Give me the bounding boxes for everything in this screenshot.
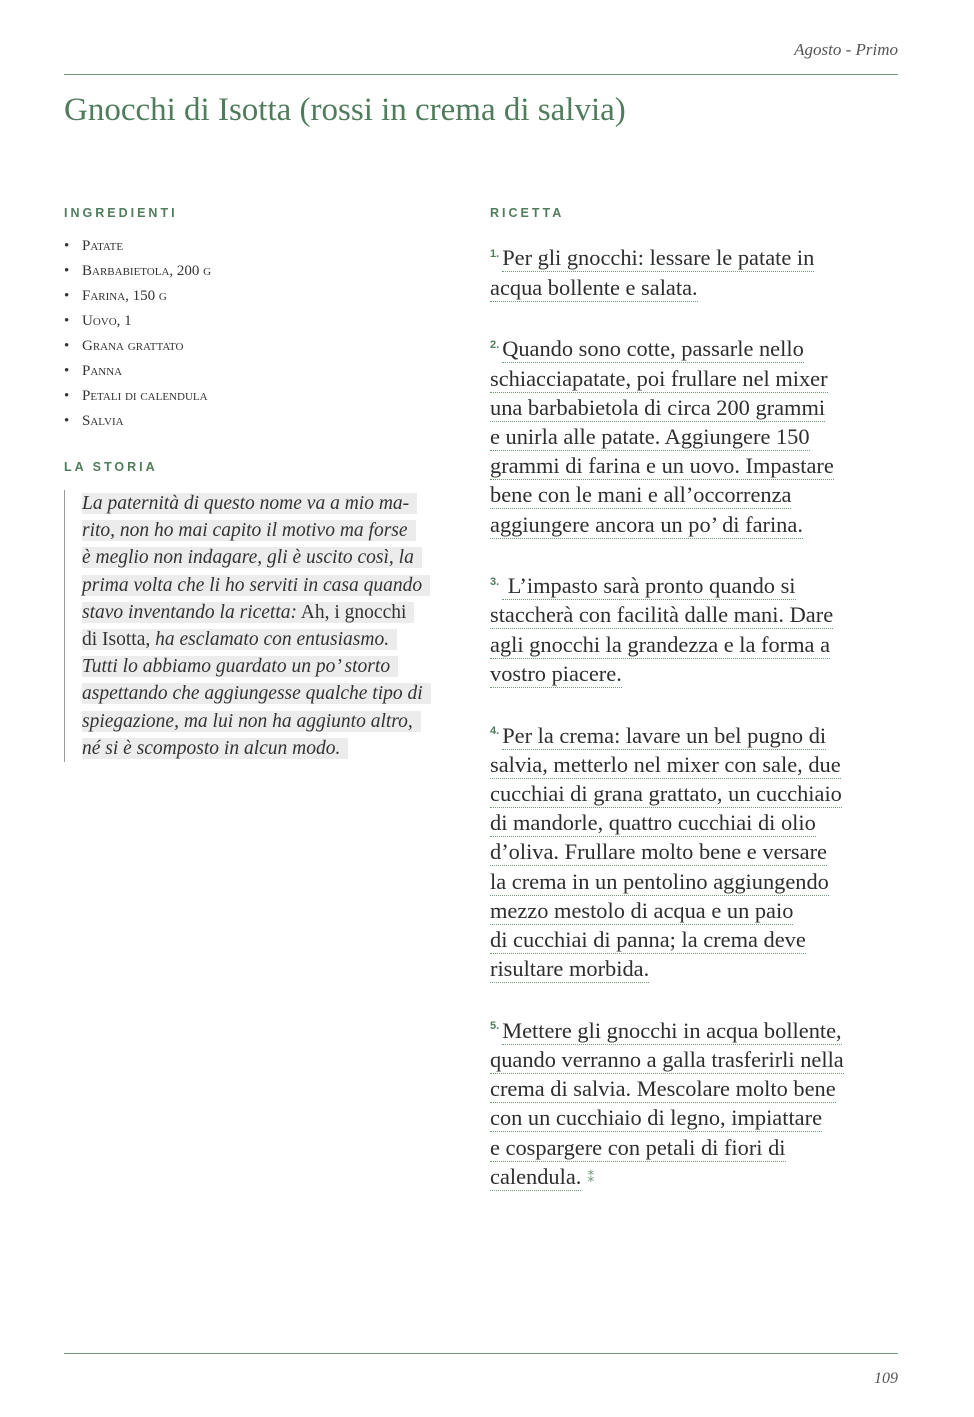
step-line: con un cucchiaio di legno, impiattare	[490, 1105, 823, 1131]
story-line: aspettando che aggiungesse qualche tipo di	[82, 683, 423, 705]
step-line: mezzo mestolo di acqua e un paio	[490, 897, 794, 923]
end-ornament-icon: ⁑	[587, 1171, 595, 1187]
step-line: d’oliva. Frullare molto bene e versare	[490, 839, 827, 865]
step-line: Per gli gnocchi: lessare le patate in	[502, 245, 815, 271]
recipe-step	[490, 717, 900, 983]
step-line: aggiungere ancora un po’ di farina.	[490, 511, 803, 537]
story-quote: Ah, i gnocchi	[297, 601, 407, 623]
step-line: di mandorle, quattro cucchiai di olio	[490, 810, 816, 836]
step-number: 2.	[490, 338, 500, 351]
story-line: è meglio non indagare, gli è uscito così, la	[82, 547, 414, 569]
step-line: schiacciapatate, poi frullare nel mixer	[490, 365, 828, 391]
step-line: grammi di farina e un uovo. Impastare	[490, 453, 834, 479]
story-quote: di Isotta,	[82, 629, 151, 651]
footer-rule	[64, 1353, 898, 1354]
step-number: 1.	[490, 248, 500, 260]
step-line: L’impasto sarà pronto quando si	[502, 573, 796, 599]
step-line: acqua bollente e salata.	[490, 274, 698, 300]
ingredient-item: • Panna	[64, 359, 459, 384]
story-line: prima volta che li ho serviti in casa quando	[82, 574, 423, 596]
ingredient-item: • Patate	[64, 234, 459, 259]
ingredient-item: • Barbabietola, 200 g	[64, 259, 459, 284]
left-column	[64, 206, 459, 762]
page-number: 109	[874, 1370, 898, 1387]
ingredient-item: • Petali di calendula	[64, 384, 459, 409]
step-number: 5.	[490, 1020, 500, 1033]
step-line: e unirla alle patate. Aggiungere 150	[490, 423, 810, 449]
story-line: spiegazione, ma lui non ha aggiunto altro,	[82, 710, 413, 732]
step-line: calendula.	[490, 1163, 582, 1189]
recipe-step	[490, 1012, 900, 1193]
step-line: Quando sono cotte, passarle nello	[502, 336, 804, 362]
step-line: crema di salvia. Mescolare molto bene	[490, 1076, 836, 1102]
story-line: La paternità di questo nome va a mio ma-	[82, 493, 410, 514]
step-line: di cucchiai di panna; la crema deve	[490, 926, 806, 952]
step-number: 4.	[490, 725, 500, 738]
story-line: stavo inventando la ricetta:	[82, 601, 297, 623]
step-line: cucchiai di grana grattato, un cucchiaio	[490, 780, 842, 806]
story-line: Tutti lo abbiamo guardato un po’ storto	[82, 656, 391, 678]
page-title: Gnocchi di Isotta (rossi in crema di salvia)	[64, 92, 626, 128]
step-number: 3.	[490, 575, 500, 588]
recipe-step	[490, 240, 900, 302]
step-line: salvia, metterlo nel mixer con sale, due	[490, 751, 841, 777]
step-line: risultare morbida.	[490, 956, 650, 982]
recipe-step	[490, 568, 900, 688]
step-line: staccherà con facilità dalle mani. Dare	[490, 602, 834, 628]
right-column	[490, 206, 900, 1222]
step-line: vostro piacere.	[490, 660, 622, 686]
ingredient-item: • Uovo, 1	[64, 309, 459, 334]
ingredient-item: • Grana grattato	[64, 334, 459, 359]
step-line: e cospargere con petali di fiori di	[490, 1134, 786, 1160]
story-line: né si è scomposto in alcun modo.	[82, 737, 341, 759]
recipe-steps	[490, 240, 900, 1193]
story-line: ha esclamato con entusiasmo.	[150, 629, 390, 651]
ingredients-list	[64, 234, 459, 434]
step-line: agli gnocchi la grandezza e la forma a	[490, 631, 831, 657]
section-label: Agosto - Primo	[794, 40, 898, 59]
step-line: bene con le mani e all’occorrenza	[490, 482, 792, 508]
step-line: una barbabietola di circa 200 grammi	[490, 394, 826, 420]
header-rule	[64, 74, 898, 75]
story-text	[64, 490, 459, 762]
ingredient-item: • Farina, 150 g	[64, 284, 459, 309]
step-line: Per la crema: lavare un bel pugno di	[502, 722, 827, 748]
recipe-heading: RICETTA	[490, 206, 565, 220]
ingredient-item: • Salvia	[64, 409, 459, 434]
ingredients-heading: INGREDIENTI	[64, 206, 178, 220]
story-line: rito, non ho mai capito il motivo ma forse	[82, 520, 408, 542]
step-line: quando verranno a galla trasferirli nella	[490, 1047, 844, 1073]
story-heading: LA STORIA	[64, 460, 158, 474]
recipe-step	[490, 331, 900, 539]
step-line: la crema in un pentolino aggiungendo	[490, 868, 829, 894]
step-line: Mettere gli gnocchi in acqua bollente,	[502, 1017, 842, 1043]
